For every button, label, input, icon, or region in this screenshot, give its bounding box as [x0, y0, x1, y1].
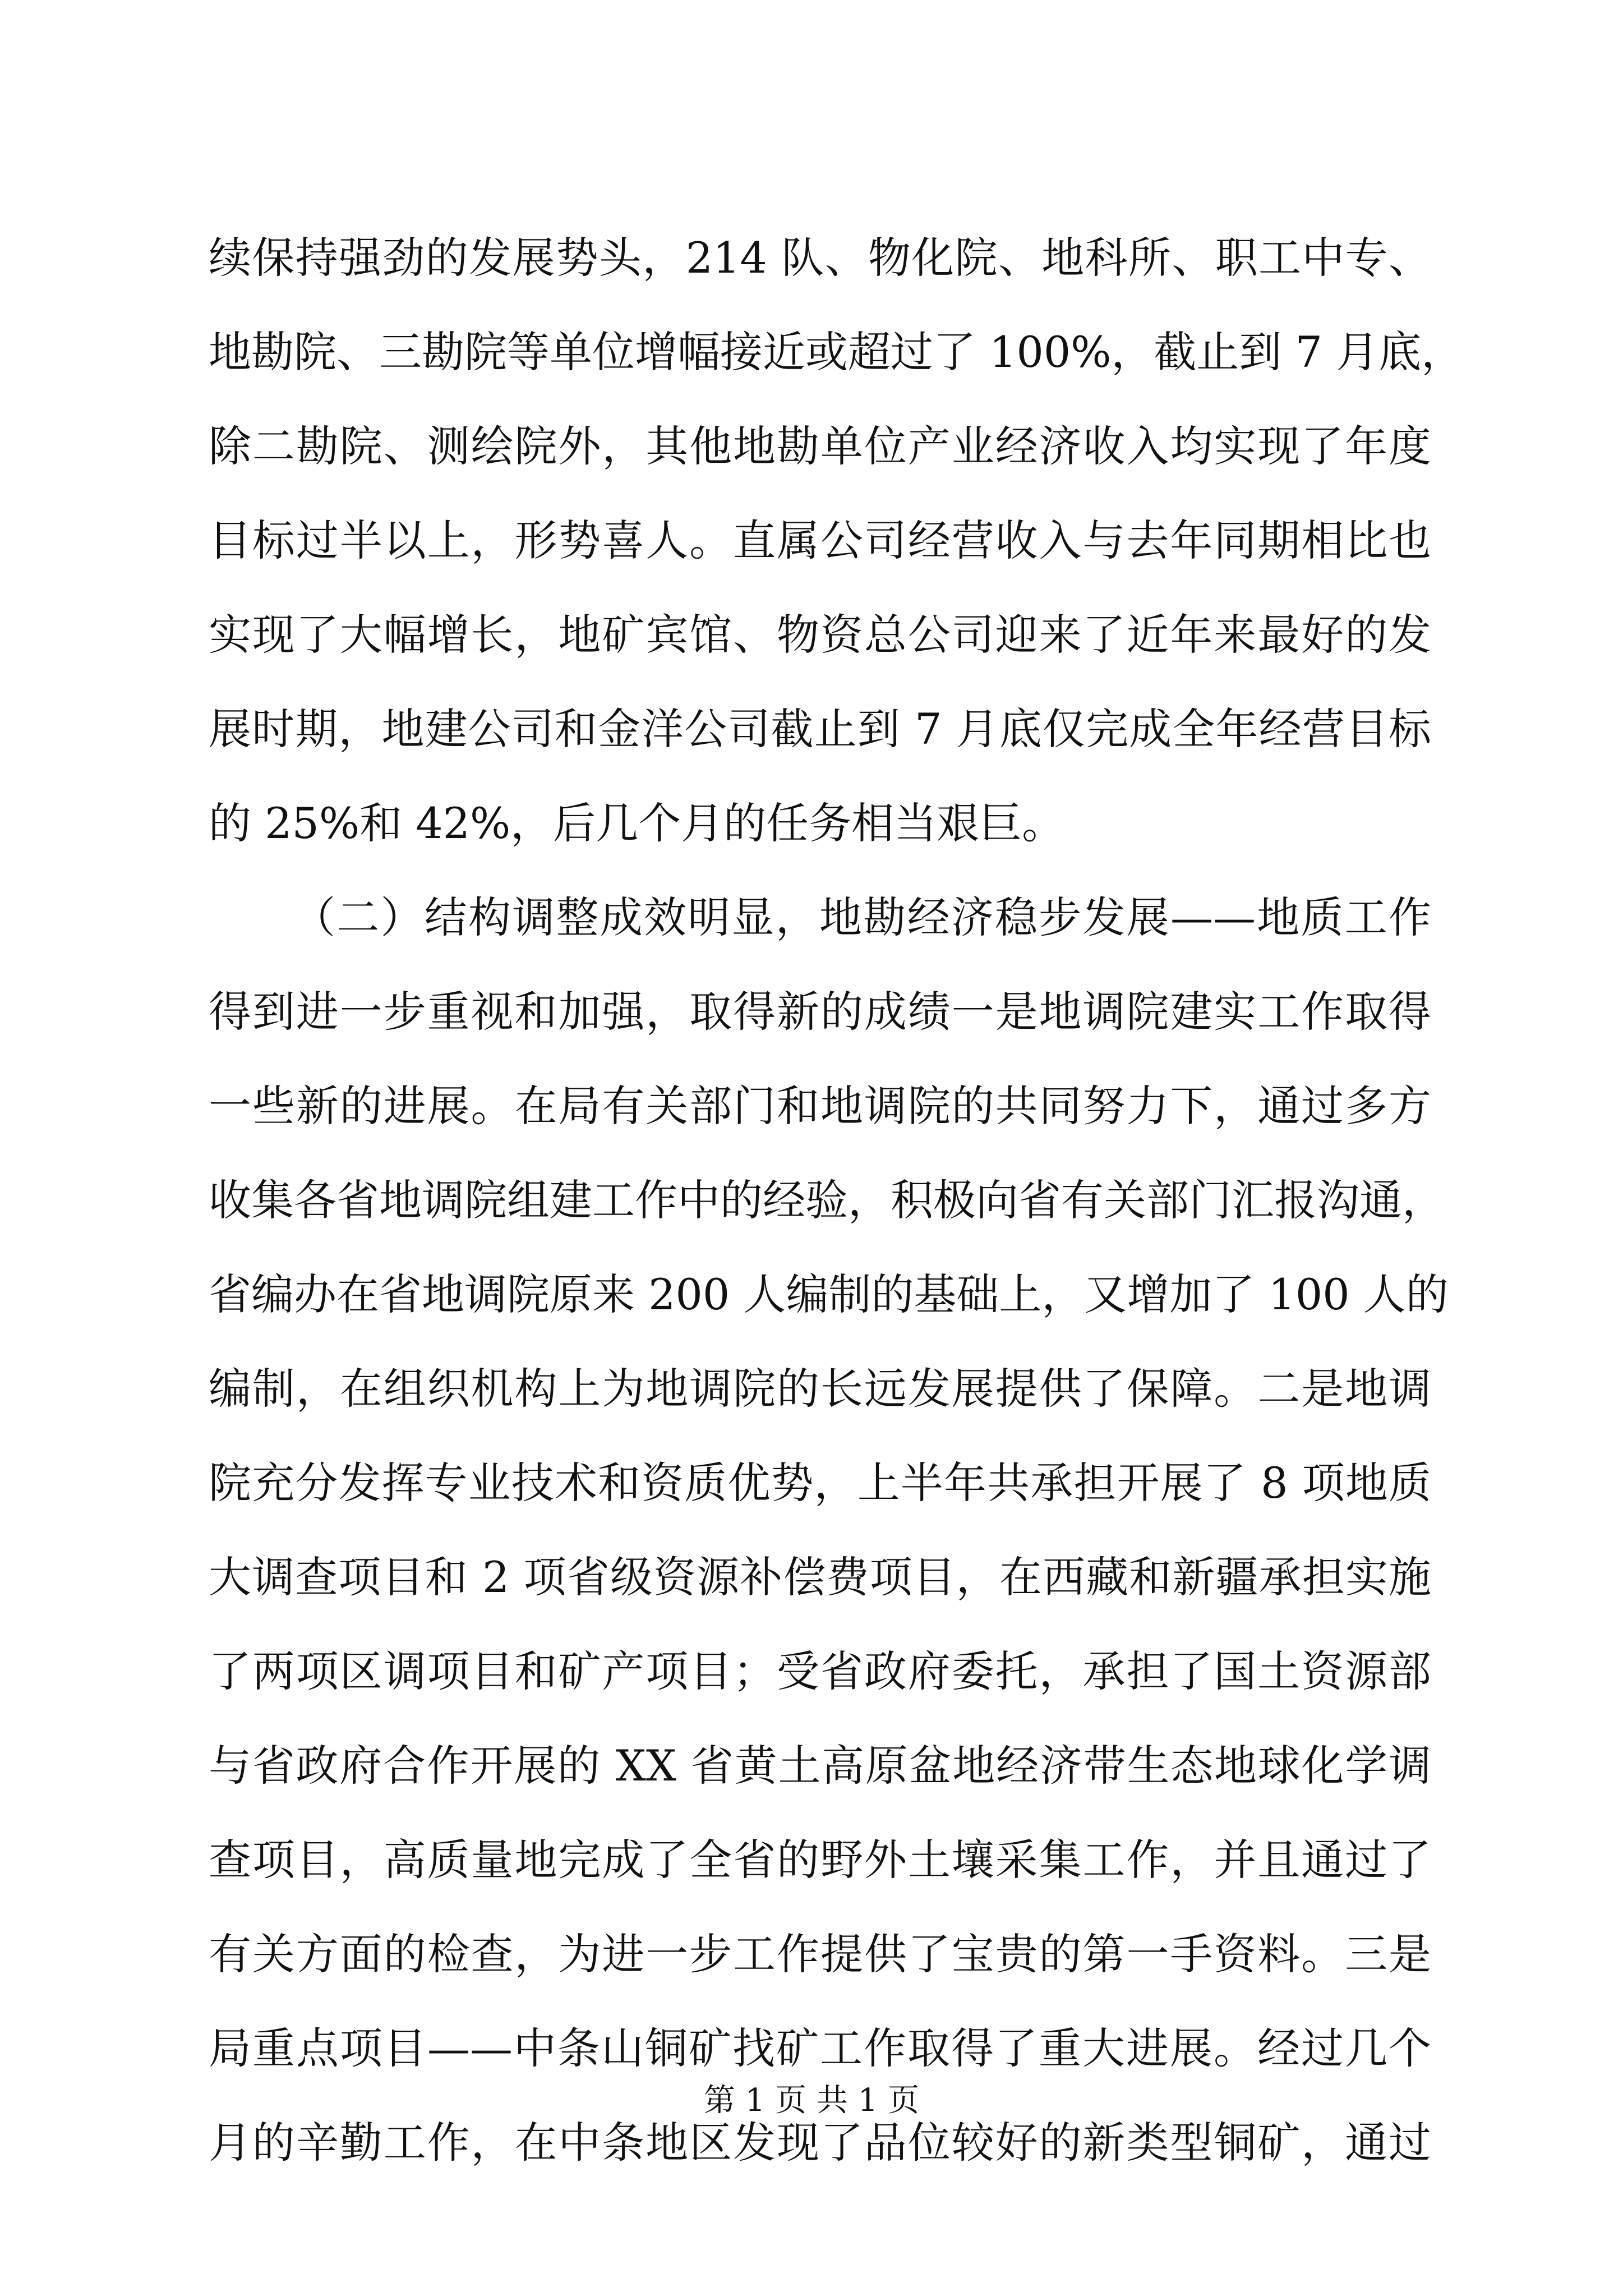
text-line: 了两项区调项目和矿产项目；受省政府委托，承担了国土资源部 — [209, 1646, 1431, 1696]
text-line: 省编办在省地调院原来 200 人编制的基础上，又增加了 100 人的 — [209, 1269, 1449, 1319]
text-line: 收集各省地调院组建工作中的经验，积极向省有关部门汇报沟通， — [209, 1175, 1445, 1225]
text-line: 一些新的进展。在局有关部门和地调院的共同努力下，通过多方 — [209, 1081, 1431, 1131]
text-line: 续保持强劲的发展势头，214 队、物化院、地科所、职工中专、 — [209, 233, 1431, 283]
text-line: 与省政府合作开展的 XX 省黄土高原盆地经济带生态地球化学调 — [209, 1741, 1431, 1791]
text-line: （二）结构调整成效明显，地勘经济稳步发展——地质工作 — [293, 892, 1431, 942]
text-line: 有关方面的检查，为进一步工作提供了宝贵的第一手资料。三是 — [209, 1929, 1431, 1979]
text-line: 院充分发挥专业技术和资质优势，上半年共承担开展了 8 项地质 — [209, 1458, 1431, 1508]
text-line: 除二勘院、测绘院外，其他地勘单位产业经济收入均实现了年度 — [209, 421, 1431, 471]
text-line: 实现了大幅增长，地矿宾馆、物资总公司迎来了近年来最好的发 — [209, 610, 1431, 660]
body-text — [209, 211, 1464, 2190]
text-line: 目标过半以上，形势喜人。直属公司经营收入与去年同期相比也 — [209, 516, 1431, 565]
text-line: 局重点项目——中条山铜矿找矿工作取得了重大进展。经过几个 — [209, 2023, 1431, 2073]
text-line: 展时期，地建公司和金洋公司截止到 7 月底仅完成全年经营目标 — [209, 704, 1431, 754]
text-line: 地勘院、三勘院等单位增幅接近或超过了 100%，截止到 7 月底， — [209, 327, 1464, 377]
text-line: 得到进一步重视和加强，取得新的成绩一是地调院建实工作取得 — [209, 987, 1431, 1037]
text-line: 编制，在组织机构上为地调院的长远发展提供了保障。二是地调 — [209, 1364, 1431, 1414]
page-footer: 第 1 页 共 1 页 — [703, 2082, 920, 2119]
text-line: 查项目，高质量地完成了全省的野外土壤采集工作，并且通过了 — [209, 1835, 1431, 1885]
text-line: 的 25%和 42%，后几个月的任务相当艰巨。 — [209, 798, 1065, 848]
text-line: 月的辛勤工作，在中条地区发现了品位较好的新类型铜矿，通过 — [209, 2118, 1431, 2168]
text-line: 大调查项目和 2 项省级资源补偿费项目，在西藏和新疆承担实施 — [209, 1552, 1431, 1602]
